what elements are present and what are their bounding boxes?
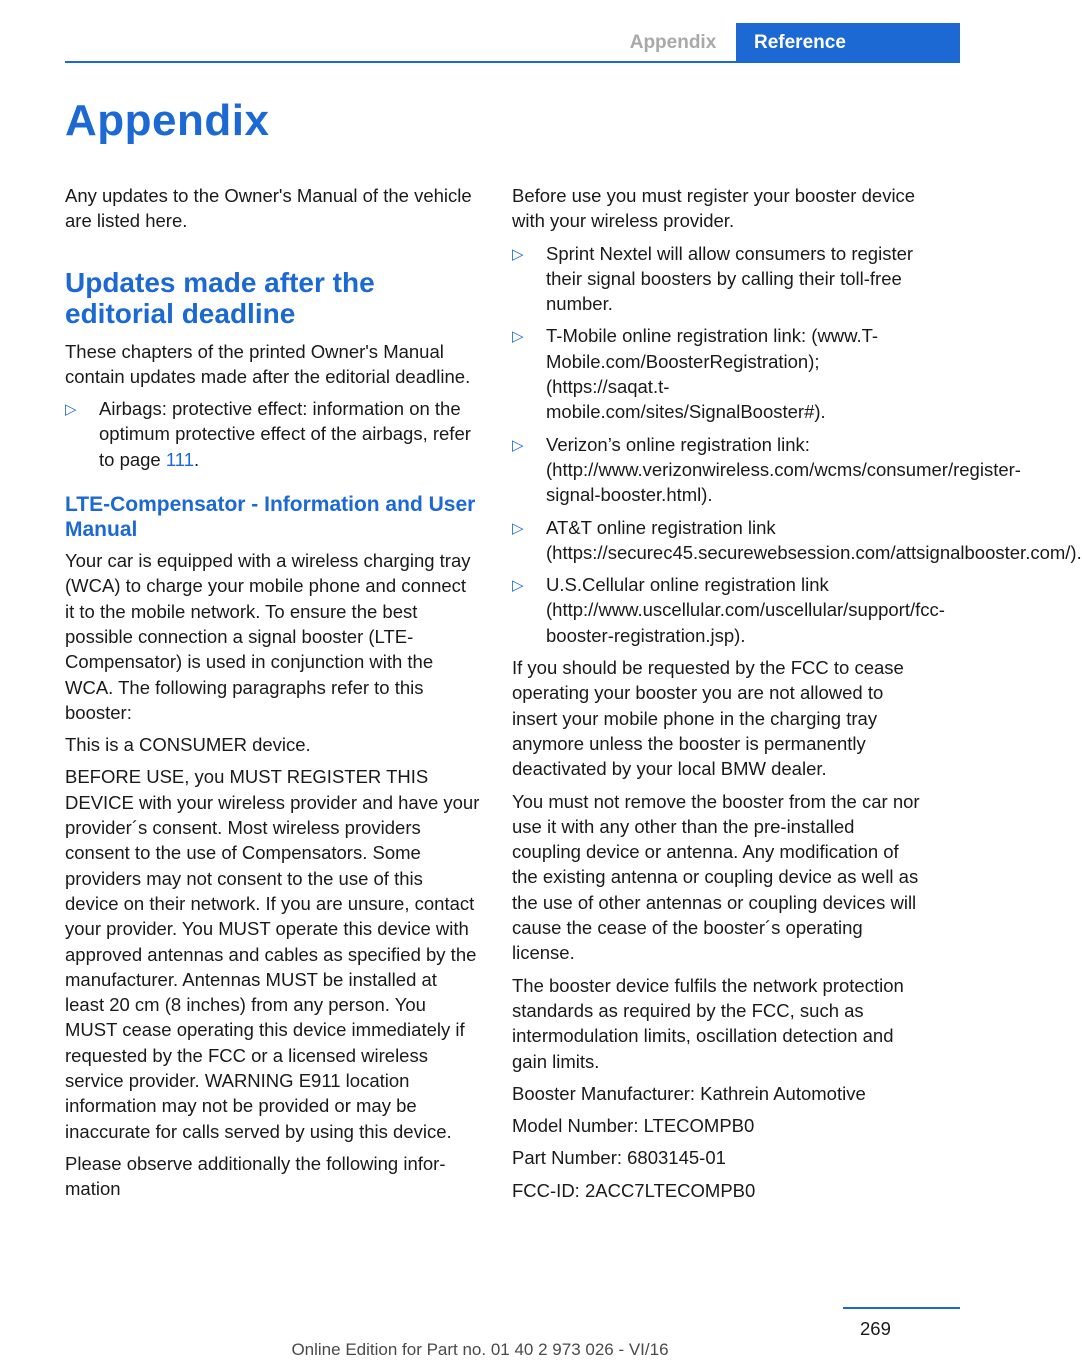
list-item-text: U.S.Cellular online registration link (http://www.uscellular.com/uscellular/support/fcc-booster-registration.jsp).: [546, 574, 945, 646]
paragraph: The booster device fulfils the network protection standards as required by the FCC, such as intermodulation limits, oscillation detection and gain limits.: [512, 974, 904, 1072]
list-item-text: AT&T online registration link (https://securec45.securewebsession.com/attsignalbooster.com/).: [546, 516, 1082, 563]
section-heading-lte: LTE-Compensator - Information and User Manual: [65, 493, 476, 542]
page-number: 269: [860, 1318, 891, 1339]
registration-list: [512, 241, 1082, 648]
triangle-bullet-icon: ▷: [512, 245, 524, 263]
intro-paragraph: Any updates to the Owner's Manual of the vehicle are listed here.: [65, 185, 472, 232]
triangle-bullet-icon: ▷: [512, 328, 524, 346]
paragraph: This is a CONSUMER device.: [65, 734, 311, 756]
page-reference-link[interactable]: 111: [165, 448, 194, 470]
list-item-end: .: [194, 448, 200, 470]
paragraph: If you should be requested by the FCC to cease operating your booster you are not allowed to insert your mobile phone in the charging tray anymore unless the booster is permanently deactivated by your local BMW dealer.: [512, 657, 904, 780]
paragraph: Before use you must register your booster device with your wireless provider.: [512, 185, 916, 232]
list-item: [512, 323, 927, 424]
list-item-text: Sprint Nextel will allow consumers to register their signal boosters by calling their toll-free number.: [546, 242, 914, 315]
section-heading-updates: Updates made after the editorial deadline: [65, 266, 375, 329]
list-item-text: Verizon’s online registration link: (http://www.verizonwireless.com/wcms/consumer/register-signal-booster.html).: [546, 433, 1021, 506]
paragraph: You must not remove the booster from the car nor use it with any other than the pre-installed coupling device or antenna. Any modification of the existing antenna or coupling device as well as the use of other antennas or coupling devices will cause the cease of the booster´s operating license.: [512, 790, 920, 964]
left-column: [65, 183, 480, 1209]
tab-appendix[interactable]: Appendix: [610, 23, 736, 61]
paragraph: BEFORE USE, you MUST REGISTER THIS DEVICE with your wireless provider and have your provider´s consent. Most wireless providers consent to the use of Compensators. Some providers may not consent to the use of this device on their network. If you are unsure, contact your provider. You MUST operate this device with approved antennas and cables as specified by the manufacturer. Antennas MUST be installed at least 20 cm (8 inches) from any person. You MUST cease operating this device immediately if requested by the FCC or a licensed wireless service provider. WARNING E911 location information may not be provided or may be inaccurate for calls served by using this device.: [65, 766, 480, 1142]
paragraph: Please observe additionally the following information: [65, 1152, 446, 1200]
list-item: [512, 241, 927, 317]
footer-rule: [843, 1307, 960, 1309]
triangle-bullet-icon: ▷: [512, 519, 524, 537]
paragraph: FCC-ID: 2ACC7LTECOMPB0: [512, 1179, 756, 1201]
list-item: [65, 396, 480, 472]
triangle-bullet-icon: ▷: [65, 401, 77, 419]
header-rule: [65, 61, 960, 63]
right-column: [512, 183, 1082, 1210]
list-item: [512, 432, 1021, 508]
paragraph: Model Number: LTECOMPB0: [512, 1115, 755, 1137]
paragraph: Part Number: 6803145-01: [512, 1147, 726, 1169]
list-item-text: T-Mobile online registration link: (www.T-Mobile.com/BoosterRegistration); (https://saqat.t-mobile.com/sites/SignalBooster#).: [546, 325, 879, 423]
list-item-text: Airbags: protective effect: information on the optimum protective effect of the airbags, refer to page: [99, 398, 471, 470]
paragraph: Booster Manufacturer: Kathrein Automotive: [512, 1082, 866, 1104]
updates-list: [65, 396, 480, 472]
tab-reference[interactable]: Reference: [736, 23, 960, 61]
triangle-bullet-icon: ▷: [512, 436, 524, 454]
paragraph: Your car is equipped with a wireless charging tray (WCA) to charge your mobile phone and connect it to the mobile network. To ensure the best possible connection a signal booster (LTE-Compensator) is used in conjunction with the WCA. The following paragraphs refer to this booster:: [65, 550, 471, 723]
list-item: [512, 572, 945, 648]
updates-paragraph: These chapters of the printed Owner's Manual contain updates made after the editorial deadline.: [65, 340, 471, 387]
page-title: Appendix: [65, 96, 270, 145]
triangle-bullet-icon: ▷: [512, 577, 524, 595]
list-item: [512, 515, 1082, 566]
edition-footer: Online Edition for Part no. 01 40 2 973 026 - VI/16: [291, 1340, 669, 1359]
